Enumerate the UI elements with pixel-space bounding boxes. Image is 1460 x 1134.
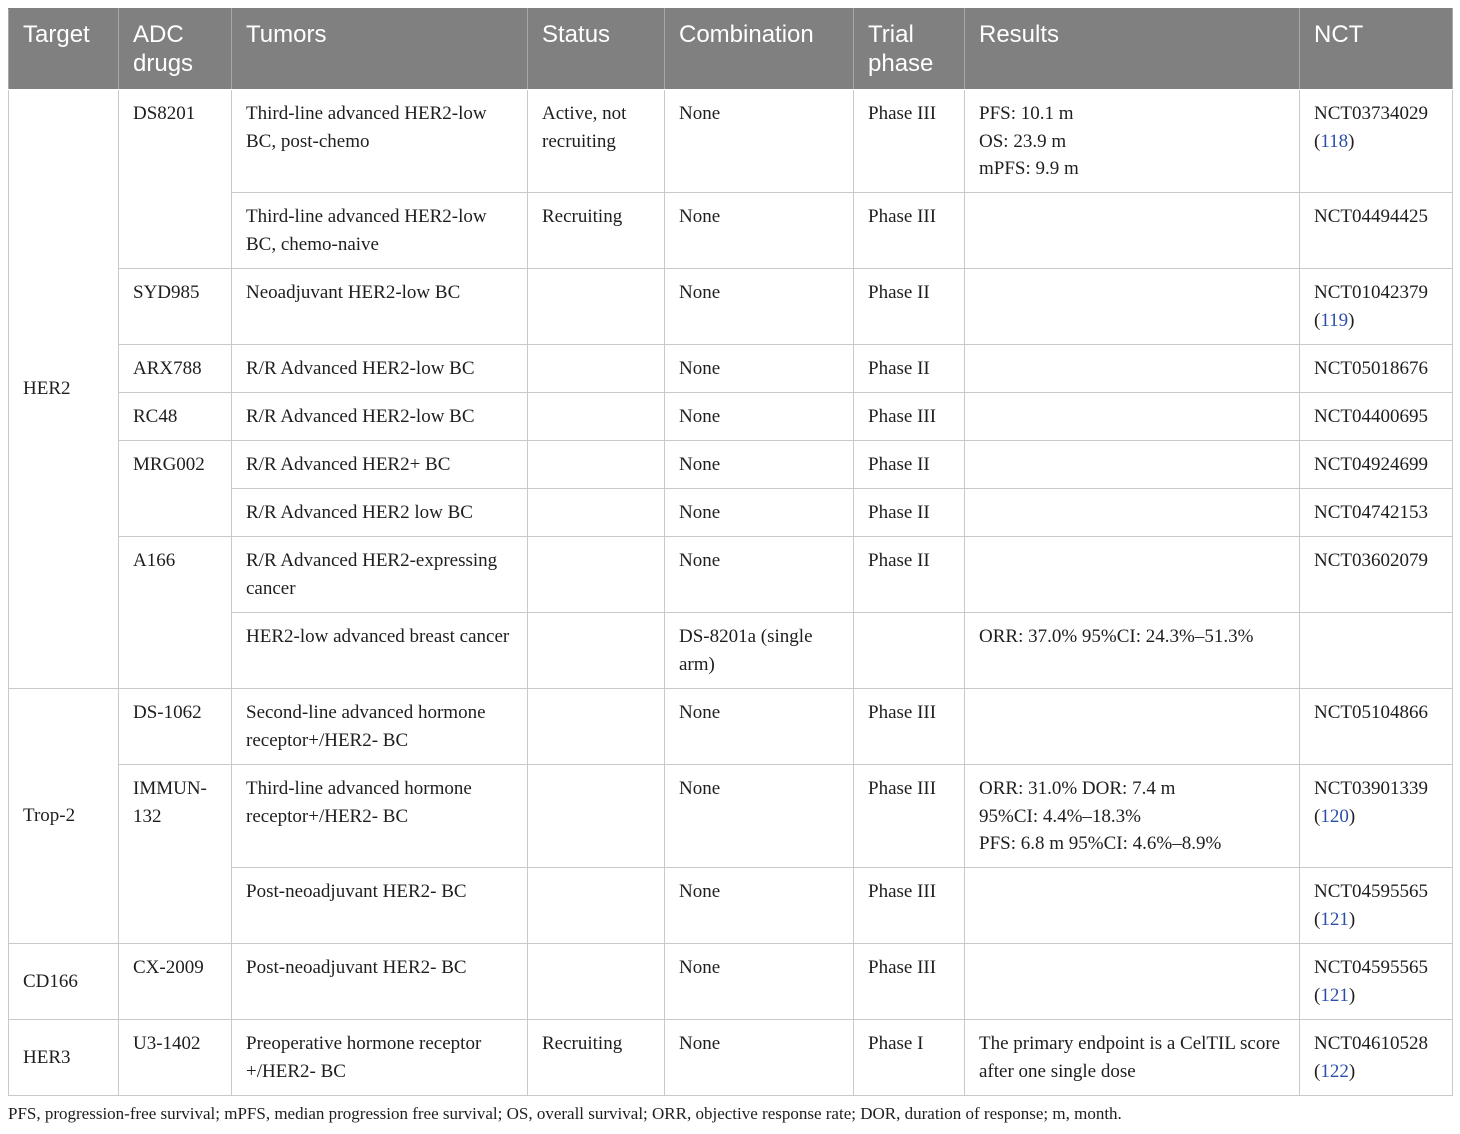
reference-line: (119) bbox=[1314, 309, 1355, 331]
nct-cell bbox=[1300, 489, 1453, 537]
nct-cell bbox=[1300, 689, 1453, 765]
reference-line: (121) bbox=[1314, 984, 1356, 1006]
reference-link[interactable]: 121 bbox=[1320, 984, 1349, 1006]
nct-cell bbox=[1300, 868, 1453, 944]
status-cell bbox=[528, 489, 665, 537]
nct-cell bbox=[1300, 613, 1453, 689]
reference-link[interactable]: 120 bbox=[1320, 805, 1349, 827]
results-line: mPFS: 9.9 m bbox=[979, 158, 1079, 179]
reference-line: (122) bbox=[1314, 1060, 1356, 1082]
phase-cell: Phase III bbox=[854, 765, 965, 868]
status-cell: Active, not recruiting bbox=[528, 90, 665, 193]
target-cell: Trop-2 bbox=[9, 689, 119, 944]
tumor-cell: Third-line advanced hormone receptor+/HER2- BC bbox=[232, 765, 528, 868]
results-cell bbox=[965, 944, 1300, 1020]
phase-cell: Phase III bbox=[854, 193, 965, 269]
results-cell bbox=[965, 193, 1300, 269]
nct-id: NCT05104866 bbox=[1314, 702, 1428, 723]
tumor-cell: R/R Advanced HER2 low BC bbox=[232, 489, 528, 537]
phase-cell: Phase III bbox=[854, 689, 965, 765]
header-nct: NCT bbox=[1300, 9, 1453, 90]
combination-cell: None bbox=[665, 689, 854, 765]
tumor-cell: Preoperative hormone receptor +/HER2- BC bbox=[232, 1020, 528, 1096]
nct-id: NCT04610528 bbox=[1314, 1033, 1428, 1054]
table-row bbox=[9, 765, 1453, 868]
combination-cell: None bbox=[665, 393, 854, 441]
table-row bbox=[9, 689, 1453, 765]
status-cell bbox=[528, 765, 665, 868]
drug-cell: IMMUN-132 bbox=[119, 765, 232, 944]
drug-cell: A166 bbox=[119, 537, 232, 689]
combination-cell: None bbox=[665, 1020, 854, 1096]
drug-cell: RC48 bbox=[119, 393, 232, 441]
nct-id: NCT04595565 bbox=[1314, 881, 1428, 902]
combination-cell: DS-8201a (single arm) bbox=[665, 613, 854, 689]
nct-id: NCT01042379 bbox=[1314, 282, 1428, 303]
tumor-cell: Neoadjuvant HER2-low BC bbox=[232, 269, 528, 345]
status-cell bbox=[528, 944, 665, 1020]
nct-cell bbox=[1300, 441, 1453, 489]
phase-cell: Phase III bbox=[854, 868, 965, 944]
nct-id: NCT04742153 bbox=[1314, 502, 1428, 523]
header-tumors: Tumors bbox=[232, 9, 528, 90]
nct-id: NCT03734029 bbox=[1314, 103, 1428, 124]
nct-cell bbox=[1300, 537, 1453, 613]
drug-cell: MRG002 bbox=[119, 441, 232, 537]
drug-cell: DS8201 bbox=[119, 90, 232, 269]
phase-cell: Phase II bbox=[854, 537, 965, 613]
table-row bbox=[9, 393, 1453, 441]
header-combination: Combination bbox=[665, 9, 854, 90]
status-cell bbox=[528, 868, 665, 944]
results-line: ORR: 37.0% 95%CI: 24.3%–51.3% bbox=[979, 626, 1254, 647]
tumor-cell: Third-line advanced HER2-low BC, post-chemo bbox=[232, 90, 528, 193]
table-row bbox=[9, 345, 1453, 393]
tumor-cell: R/R Advanced HER2-low BC bbox=[232, 345, 528, 393]
combination-cell: None bbox=[665, 944, 854, 1020]
nct-cell bbox=[1300, 345, 1453, 393]
status-cell bbox=[528, 441, 665, 489]
results-cell bbox=[965, 868, 1300, 944]
header-status: Status bbox=[528, 9, 665, 90]
status-cell: Recruiting bbox=[528, 193, 665, 269]
tumor-cell: R/R Advanced HER2-expressing cancer bbox=[232, 537, 528, 613]
tumor-cell: Third-line advanced HER2-low BC, chemo-naive bbox=[232, 193, 528, 269]
table-row bbox=[9, 90, 1453, 193]
phase-cell: Phase II bbox=[854, 269, 965, 345]
results-line: ORR: 31.0% DOR: 7.4 m bbox=[979, 778, 1176, 799]
combination-cell: None bbox=[665, 193, 854, 269]
nct-cell bbox=[1300, 269, 1453, 345]
results-cell bbox=[965, 90, 1300, 193]
header-trial-phase: Trial phase bbox=[854, 9, 965, 90]
combination-cell: None bbox=[665, 537, 854, 613]
target-cell: HER3 bbox=[9, 1020, 119, 1096]
nct-cell bbox=[1300, 393, 1453, 441]
tumor-cell: Second-line advanced hormone receptor+/HER2- BC bbox=[232, 689, 528, 765]
header-results: Results bbox=[965, 9, 1300, 90]
drug-cell: U3-1402 bbox=[119, 1020, 232, 1096]
tumor-cell: HER2-low advanced breast cancer bbox=[232, 613, 528, 689]
results-cell bbox=[965, 269, 1300, 345]
status-cell bbox=[528, 393, 665, 441]
table-row bbox=[9, 441, 1453, 489]
phase-cell: Phase III bbox=[854, 90, 965, 193]
results-line: PFS: 10.1 m bbox=[979, 103, 1074, 124]
reference-link[interactable]: 121 bbox=[1320, 908, 1349, 930]
combination-cell: None bbox=[665, 765, 854, 868]
nct-cell bbox=[1300, 90, 1453, 193]
combination-cell: None bbox=[665, 269, 854, 345]
drug-cell: CX-2009 bbox=[119, 944, 232, 1020]
nct-id: NCT03602079 bbox=[1314, 550, 1428, 571]
nct-id: NCT04924699 bbox=[1314, 454, 1428, 475]
nct-id: NCT04400695 bbox=[1314, 406, 1428, 427]
nct-id: NCT03901339 bbox=[1314, 778, 1428, 799]
phase-cell: Phase II bbox=[854, 489, 965, 537]
table-body bbox=[9, 90, 1453, 1096]
adc-trials-table bbox=[8, 8, 1453, 1096]
results-cell bbox=[965, 689, 1300, 765]
header-row bbox=[9, 9, 1453, 90]
phase-cell: Phase III bbox=[854, 393, 965, 441]
nct-cell bbox=[1300, 1020, 1453, 1096]
reference-line: (120) bbox=[1314, 805, 1356, 827]
results-line: 95%CI: 4.4%–18.3% bbox=[979, 805, 1142, 827]
phase-cell: Phase II bbox=[854, 441, 965, 489]
table-container bbox=[8, 8, 1452, 1096]
nct-id: NCT04595565 bbox=[1314, 957, 1428, 978]
drug-cell: DS-1062 bbox=[119, 689, 232, 765]
table-row bbox=[9, 269, 1453, 345]
target-cell: CD166 bbox=[9, 944, 119, 1020]
reference-line: (118) bbox=[1314, 130, 1355, 152]
nct-cell bbox=[1300, 193, 1453, 269]
phase-cell: Phase III bbox=[854, 944, 965, 1020]
phase-cell bbox=[854, 613, 965, 689]
reference-line: (121) bbox=[1314, 908, 1356, 930]
combination-cell: None bbox=[665, 489, 854, 537]
results-cell bbox=[965, 393, 1300, 441]
target-cell: HER2 bbox=[9, 90, 119, 689]
combination-cell: None bbox=[665, 868, 854, 944]
tumor-cell: R/R Advanced HER2-low BC bbox=[232, 393, 528, 441]
tumor-cell: Post-neoadjuvant HER2- BC bbox=[232, 944, 528, 1020]
status-cell bbox=[528, 345, 665, 393]
results-cell bbox=[965, 489, 1300, 537]
table-row bbox=[9, 1020, 1453, 1096]
status-cell bbox=[528, 537, 665, 613]
drug-cell: SYD985 bbox=[119, 269, 232, 345]
status-cell bbox=[528, 613, 665, 689]
results-line: The primary endpoint is a CelTIL score after one single dose bbox=[979, 1033, 1281, 1082]
phase-cell: Phase II bbox=[854, 345, 965, 393]
combination-cell: None bbox=[665, 90, 854, 193]
results-cell bbox=[965, 1020, 1300, 1096]
results-cell bbox=[965, 441, 1300, 489]
nct-cell bbox=[1300, 944, 1453, 1020]
nct-id: NCT04494425 bbox=[1314, 206, 1428, 227]
tumor-cell: R/R Advanced HER2+ BC bbox=[232, 441, 528, 489]
results-cell bbox=[965, 613, 1300, 689]
phase-cell: Phase I bbox=[854, 1020, 965, 1096]
table-footnote: PFS, progression-free survival; mPFS, median progression free survival; OS, overall survival; ORR, objective response rate; DOR, duration of response; m, month. bbox=[8, 1104, 1122, 1123]
reference-link[interactable]: 119 bbox=[1320, 309, 1349, 331]
status-cell bbox=[528, 269, 665, 345]
table-row bbox=[9, 537, 1453, 613]
results-line: OS: 23.9 m bbox=[979, 130, 1067, 152]
drug-cell: ARX788 bbox=[119, 345, 232, 393]
combination-cell: None bbox=[665, 441, 854, 489]
results-line: PFS: 6.8 m 95%CI: 4.6%–8.9% bbox=[979, 833, 1222, 854]
tumor-cell: Post-neoadjuvant HER2- BC bbox=[232, 868, 528, 944]
reference-link[interactable]: 122 bbox=[1320, 1060, 1349, 1082]
header-adc-drugs: ADC drugs bbox=[119, 9, 232, 90]
reference-link[interactable]: 118 bbox=[1320, 130, 1349, 152]
nct-id: NCT05018676 bbox=[1314, 358, 1428, 379]
header-target: Target bbox=[9, 9, 119, 90]
results-cell bbox=[965, 765, 1300, 868]
status-cell: Recruiting bbox=[528, 1020, 665, 1096]
nct-cell bbox=[1300, 765, 1453, 868]
table-row bbox=[9, 944, 1453, 1020]
status-cell bbox=[528, 689, 665, 765]
results-cell bbox=[965, 537, 1300, 613]
results-cell bbox=[965, 345, 1300, 393]
combination-cell: None bbox=[665, 345, 854, 393]
